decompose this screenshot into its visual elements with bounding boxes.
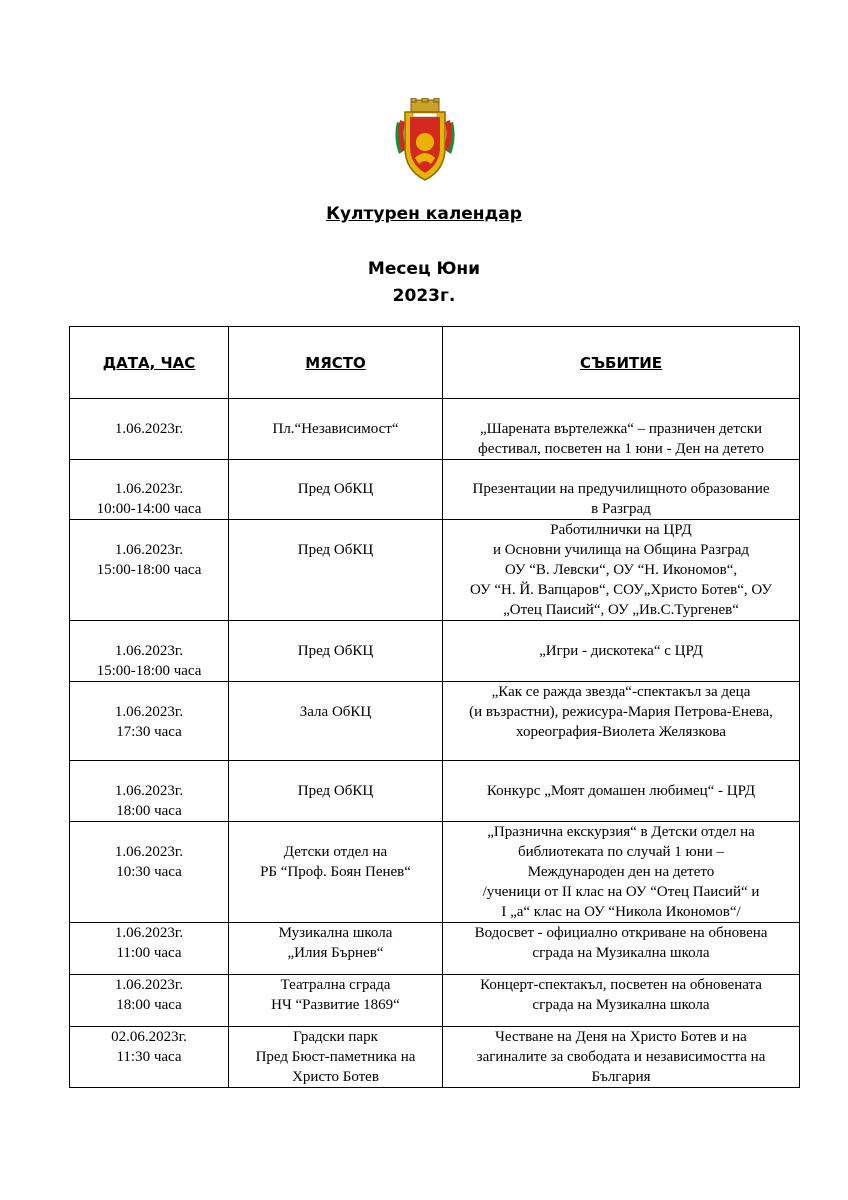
event-cell: Концерт-спектакъл, посветен на обновената сграда на Музикална школа	[443, 975, 800, 1027]
event-cell: „Как се ражда звезда“-спектакъл за деца (и възрастни), режисура-Мария Петрова-Енева, хореография-Виолета Желязкова	[443, 682, 800, 761]
event-cell: Конкурс „Моят домашен любимец“ - ЦРД	[443, 761, 800, 822]
table-row	[70, 682, 800, 761]
column-header-event: СЪБИТИЕ	[443, 327, 800, 399]
table-row	[70, 621, 800, 682]
event-cell: Работилнички на ЦРД и Основни училища на Община Разград ОУ “В. Левски“, ОУ “Н. Икономов“, ОУ “Н. Й. Вапцаров“, СОУ„Христо Ботев“, ОУ „Отец Паисий“, ОУ „Ив.С.Тургенев“	[443, 520, 800, 621]
place-cell: Музикална школа „Илия Бърнев“	[229, 923, 443, 975]
table-header-row	[70, 327, 800, 399]
table-row	[70, 975, 800, 1027]
month-heading: Месец Юни	[367, 259, 481, 279]
table-row	[70, 460, 800, 520]
document-title: Културен календар	[326, 204, 522, 224]
date-cell: 1.06.2023г.	[70, 399, 229, 460]
table-row	[70, 520, 800, 621]
place-cell: Пред ОбКЦ	[229, 761, 443, 822]
column-header-date: ДАТА, ЧАС	[70, 327, 229, 399]
event-cell: „Шарената въртележка“ – празничен детски фестивал, посветен на 1 юни - Ден на детето	[443, 399, 800, 460]
place-cell: Пред ОбКЦ	[229, 621, 443, 682]
place-cell: Зала ОбКЦ	[229, 682, 443, 761]
table-row	[70, 761, 800, 822]
place-cell: Пред ОбКЦ	[229, 460, 443, 520]
event-cell: „Игри - дискотека“ с ЦРД	[443, 621, 800, 682]
column-header-place: МЯСТО	[229, 327, 443, 399]
date-cell: 02.06.2023г. 11:30 часа	[70, 1027, 229, 1088]
table-row	[70, 1027, 800, 1088]
table-row	[70, 923, 800, 975]
event-cell: Честване на Деня на Христо Ботев и на загиналите за свободата и независимостта на България	[443, 1027, 800, 1088]
municipal-coat-of-arms-logo	[389, 98, 461, 182]
date-cell: 1.06.2023г. 10:00-14:00 часа	[70, 460, 229, 520]
place-cell: Пл.“Независимост“	[229, 399, 443, 460]
table-row	[70, 822, 800, 923]
place-cell: Пред ОбКЦ	[229, 520, 443, 621]
event-cell: Водосвет - официално откриване на обновена сграда на Музикална школа	[443, 923, 800, 975]
event-cell: Презентации на предучилищното образование в Разград	[443, 460, 800, 520]
date-cell: 1.06.2023г. 18:00 часа	[70, 761, 229, 822]
events-table	[69, 326, 800, 1088]
date-cell: 1.06.2023г. 15:00-18:00 часа	[70, 520, 229, 621]
year-heading: 2023г.	[392, 286, 456, 306]
date-cell: 1.06.2023г. 10:30 часа	[70, 822, 229, 923]
place-cell: Градски парк Пред Бюст-паметника на Христо Ботев	[229, 1027, 443, 1088]
table-row	[70, 399, 800, 460]
date-cell: 1.06.2023г. 11:00 часа	[70, 923, 229, 975]
date-cell: 1.06.2023г. 18:00 часа	[70, 975, 229, 1027]
date-cell: 1.06.2023г. 17:30 часа	[70, 682, 229, 761]
place-cell: Театрална сграда НЧ “Развитие 1869“	[229, 975, 443, 1027]
date-cell: 1.06.2023г. 15:00-18:00 часа	[70, 621, 229, 682]
event-cell: „Празнична екскурзия“ в Детски отдел на библиотеката по случай 1 юни – Международен ден на детето /ученици от II клас на ОУ “Отец Паисий“ и I „а“ клас на ОУ “Никола Икономов“/	[443, 822, 800, 923]
place-cell: Детски отдел на РБ “Проф. Боян Пенев“	[229, 822, 443, 923]
